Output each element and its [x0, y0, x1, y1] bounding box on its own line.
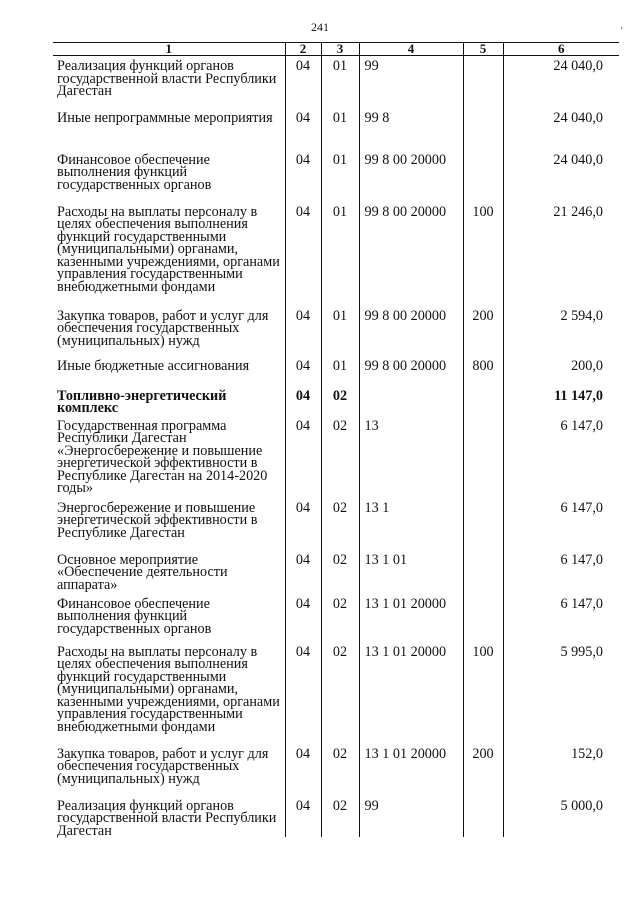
table-row — [53, 416, 619, 498]
row-subsection: 02 — [321, 416, 359, 498]
table-row — [53, 306, 619, 356]
row-amount: 2 594,0 — [503, 306, 619, 356]
row-name: Расходы на выплаты персоналу в целях обеспечения выполнения функций государственными (муниципальными) органами, казенными учреждениями, органами управления государственными внебюджетными фондами — [57, 203, 280, 296]
row-subsection: 02 — [321, 744, 359, 796]
row-amount: 152,0 — [503, 744, 619, 796]
row-expense-type — [463, 150, 503, 202]
row-amount: 6 147,0 — [503, 594, 619, 642]
table-row — [53, 642, 619, 744]
row-name: Расходы на выплаты персоналу в целях обеспечения выполнения функций государственными (муниципальными) органами, казенными учреждениями, органами управления государственными внебюджетными фондами — [57, 643, 280, 736]
row-name: Государственная программа Республики Дагестан «Энергосбережение и повышение энергетической эффективности в Республике Дагестан на 2014-2020 годы» — [57, 417, 268, 497]
table-row — [53, 744, 619, 796]
header-row — [53, 43, 619, 56]
row-target-code: 13 — [359, 416, 463, 498]
row-amount: 21 246,0 — [503, 202, 619, 306]
row-expense-type: 100 — [463, 202, 503, 306]
row-expense-type — [463, 550, 503, 594]
header-col-4: 4 — [359, 43, 463, 56]
row-expense-type — [463, 386, 503, 416]
row-subsection: 01 — [321, 306, 359, 356]
row-section: 04 — [285, 498, 321, 550]
row-subsection: 02 — [321, 796, 359, 838]
row-subsection: 02 — [321, 386, 359, 416]
row-section: 04 — [285, 550, 321, 594]
table-row — [53, 498, 619, 550]
row-expense-type — [463, 796, 503, 838]
table-row — [53, 108, 619, 150]
table-row — [53, 796, 619, 838]
row-amount: 24 040,0 — [503, 150, 619, 202]
row-expense-type: 100 — [463, 642, 503, 744]
header-col-6: 6 — [503, 43, 619, 56]
row-subsection: 01 — [321, 56, 359, 108]
row-section: 04 — [285, 306, 321, 356]
row-name: Энергосбережение и повышение энергетической эффективности в Республике Дагестан — [57, 499, 258, 541]
row-amount: 24 040,0 — [503, 108, 619, 150]
row-subsection: 01 — [321, 108, 359, 150]
header-col-1: 1 — [53, 43, 285, 56]
header-col-2: 2 — [285, 43, 321, 56]
row-expense-type: 200 — [463, 306, 503, 356]
row-amount: 200,0 — [503, 356, 619, 386]
row-target-code: 13 1 — [359, 498, 463, 550]
margin-mark: ’ — [620, 26, 624, 37]
row-target-code: 99 8 00 20000 — [359, 356, 463, 386]
row-name: Финансовое обеспечение выполнения функций государственных органов — [57, 595, 212, 637]
row-name: Закупка товаров, работ и услуг для обеспечения государственных (муниципальных) нужд — [57, 307, 269, 349]
row-target-code: 99 8 00 20000 — [359, 202, 463, 306]
header-col-5: 5 — [463, 43, 503, 56]
row-name: Иные бюджетные ассигнования — [57, 357, 250, 374]
row-name: Реализация функций органов государственной власти Республики Дагестан — [57, 58, 277, 100]
row-subsection: 02 — [321, 550, 359, 594]
table-row — [53, 594, 619, 642]
row-section: 04 — [285, 202, 321, 306]
budget-table — [53, 42, 619, 837]
row-amount: 6 147,0 — [503, 416, 619, 498]
row-name: Топливно-энергетический комплекс — [57, 387, 227, 417]
row-expense-type — [463, 108, 503, 150]
row-section: 04 — [285, 356, 321, 386]
row-name: Закупка товаров, работ и услуг для обеспечения государственных (муниципальных) нужд — [57, 745, 269, 787]
row-name: Реализация функций органов государственной власти Республики Дагестан — [57, 797, 277, 839]
row-subsection: 02 — [321, 498, 359, 550]
row-expense-type: 200 — [463, 744, 503, 796]
table-row — [53, 150, 619, 202]
row-name: Основное мероприятие «Обеспечение деятельности аппарата» — [57, 551, 228, 593]
row-subsection: 01 — [321, 356, 359, 386]
row-section: 04 — [285, 796, 321, 838]
row-amount: 5 000,0 — [503, 796, 619, 838]
table-row — [53, 550, 619, 594]
page-number: 241 — [311, 20, 329, 34]
row-subsection: 01 — [321, 202, 359, 306]
row-expense-type — [463, 498, 503, 550]
row-amount: 11 147,0 — [503, 386, 619, 416]
row-expense-type — [463, 416, 503, 498]
row-section: 04 — [285, 416, 321, 498]
row-target-code: 99 — [359, 56, 463, 108]
table-row — [53, 56, 619, 108]
row-target-code: 99 8 00 20000 — [359, 150, 463, 202]
row-expense-type — [463, 56, 503, 108]
row-section: 04 — [285, 642, 321, 744]
row-section: 04 — [285, 386, 321, 416]
row-target-code: 99 8 00 20000 — [359, 306, 463, 356]
row-target-code: 13 1 01 20000 — [359, 744, 463, 796]
table-row — [53, 386, 619, 416]
row-amount: 6 147,0 — [503, 550, 619, 594]
row-target-code: 13 1 01 20000 — [359, 594, 463, 642]
row-target-code: 13 1 01 — [359, 550, 463, 594]
row-target-code — [359, 386, 463, 416]
row-subsection: 02 — [321, 594, 359, 642]
row-name: Иные непрограммные мероприятия — [57, 109, 273, 126]
row-expense-type: 800 — [463, 356, 503, 386]
row-section: 04 — [285, 744, 321, 796]
row-target-code: 13 1 01 20000 — [359, 642, 463, 744]
row-expense-type — [463, 594, 503, 642]
row-subsection: 02 — [321, 642, 359, 744]
row-target-code: 99 8 — [359, 108, 463, 150]
row-section: 04 — [285, 108, 321, 150]
row-target-code: 99 — [359, 796, 463, 838]
row-section: 04 — [285, 150, 321, 202]
row-name: Финансовое обеспечение выполнения функций государственных органов — [57, 151, 212, 193]
row-section: 04 — [285, 56, 321, 108]
row-amount: 5 995,0 — [503, 642, 619, 744]
row-subsection: 01 — [321, 150, 359, 202]
row-amount: 24 040,0 — [503, 56, 619, 108]
row-amount: 6 147,0 — [503, 498, 619, 550]
header-col-3: 3 — [321, 43, 359, 56]
row-section: 04 — [285, 594, 321, 642]
table-row — [53, 356, 619, 386]
table-row — [53, 202, 619, 306]
